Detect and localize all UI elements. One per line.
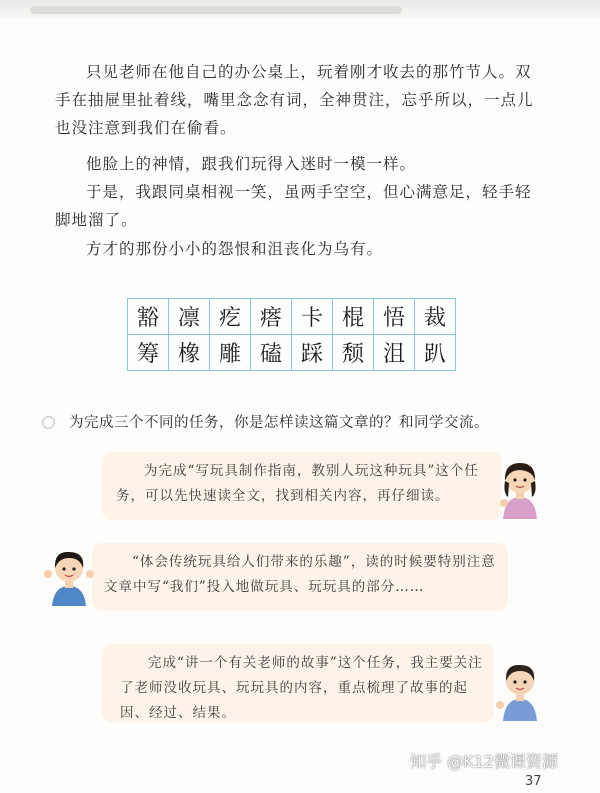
girl-student-icon xyxy=(497,457,543,519)
boy-student-icon xyxy=(496,655,544,721)
vocab-char: 颓 xyxy=(333,335,374,371)
boy-student-icon xyxy=(44,546,94,606)
speech-bubble-3 xyxy=(102,644,494,722)
vocab-char: 踩 xyxy=(292,335,333,371)
vocabulary-row-2 xyxy=(128,335,456,371)
discussion-question-text: 为完成三个不同的任务，你是怎样读这篇文章的？和同学交流。 xyxy=(69,415,489,431)
vocab-char: 橡 xyxy=(169,335,210,371)
vocab-char: 疙 xyxy=(210,299,251,335)
story-paragraph-2-text: 他脸上的神情，跟我们玩得入迷时一模一样。 xyxy=(86,155,417,173)
speech-bubble-1 xyxy=(102,452,502,520)
vocab-char: 瘩 xyxy=(251,299,292,335)
vocab-char: 卡 xyxy=(292,299,333,335)
story-paragraph-1-text: 只见老师在他自己的办公桌上，玩着刚才收去的那竹节人。双手在抽屉里扯着线，嘴里念念有词，全神贯注，忘乎所以，一点儿也没注意到我们在偷看。 xyxy=(55,63,534,137)
vocab-char: 棍 xyxy=(333,299,374,335)
vocab-char: 裁 xyxy=(415,299,456,335)
story-paragraph-1 xyxy=(55,58,547,142)
vocab-char: 凛 xyxy=(169,299,210,335)
story-paragraph-3-text: 于是，我跟同桌相视一笑，虽两手空空，但心满意足，轻手轻脚地溜了。 xyxy=(55,183,532,229)
vocab-char: 豁 xyxy=(128,299,169,335)
story-paragraph-4 xyxy=(55,235,547,263)
vocab-char: 沮 xyxy=(374,335,415,371)
watermark: 知乎 @K12微课资源 xyxy=(410,752,558,771)
story-paragraph-3 xyxy=(55,178,547,234)
speech-bubble-1-text: 为完成“写玩具制作指南，教别人玩这种玩具”这个任务，可以先快速读全文，找到相关内容，再仔细读。 xyxy=(116,463,479,504)
story-paragraph-4-text: 方才的那份小小的怨恨和沮丧化为乌有。 xyxy=(86,240,384,258)
vocabulary-character-table xyxy=(127,298,456,371)
page-number: 37 xyxy=(525,774,542,789)
vocab-char: 磕 xyxy=(251,335,292,371)
top-page-edge xyxy=(0,0,600,18)
vocab-char: 趴 xyxy=(415,335,456,371)
bullet-circle-icon xyxy=(42,416,55,429)
vocab-char: 筹 xyxy=(128,335,169,371)
vocab-char: 雕 xyxy=(210,335,251,371)
top-page-edge-bar xyxy=(30,6,402,14)
speech-bubble-3-text: 完成“讲一个有关老师的故事”这个任务，我主要关注了老师没收玩具、玩玩具的内容，重点梳理了故事的起因、经过、结果。 xyxy=(120,655,483,721)
vocab-char: 悟 xyxy=(374,299,415,335)
vocabulary-row-1 xyxy=(128,299,456,335)
discussion-question xyxy=(42,412,562,434)
story-paragraph-2 xyxy=(55,150,547,178)
speech-bubble-2-text: “体会传统玩具给人们带来的乐趣”，读的时候要特别注意文章中写“我们”投入地做玩具、玩玩具的部分…… xyxy=(104,554,496,595)
speech-bubble-2 xyxy=(92,543,508,611)
